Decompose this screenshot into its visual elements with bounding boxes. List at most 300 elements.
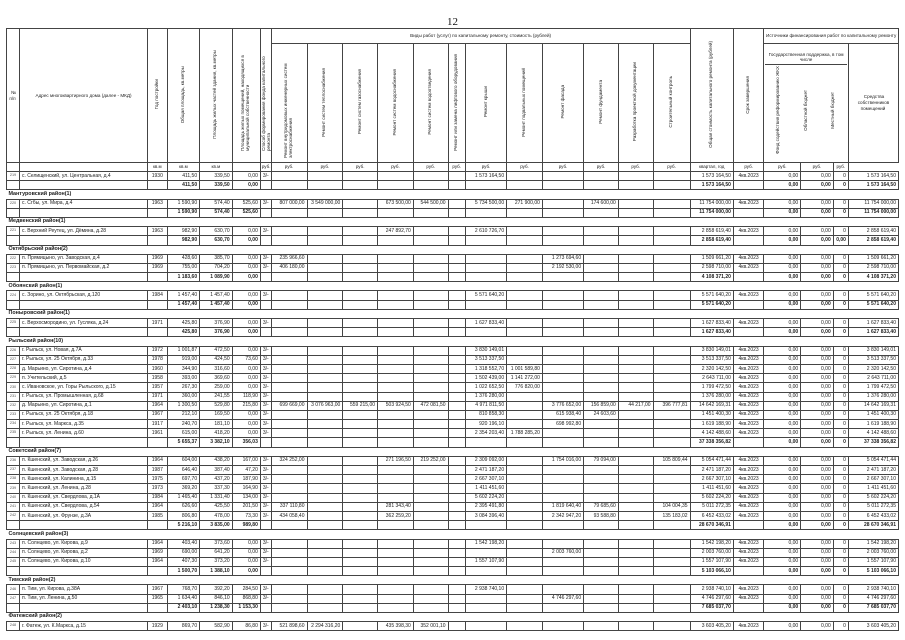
total-cost: 1 376 280,00: [690, 392, 733, 401]
table-row: [7, 383, 899, 392]
work-cost: 615 938,40: [542, 410, 583, 419]
district-row: [7, 576, 899, 585]
total-cost: 2 320 142,50: [690, 364, 733, 373]
work-cost: [618, 374, 653, 383]
regional: 0,00: [801, 364, 834, 373]
total-cost: 28 670 346,91: [690, 521, 733, 530]
method: 3/-: [260, 557, 271, 566]
premises-area: 369,60: [200, 374, 233, 383]
work-cost: 2 667 307,10: [465, 475, 506, 484]
table-row: [7, 364, 899, 373]
work-cost: [653, 383, 690, 392]
work-cost: [448, 456, 465, 465]
work-cost: [448, 392, 465, 401]
work-cost: [507, 557, 543, 566]
premises-area: 376,90: [200, 319, 233, 328]
col-local: Местный бюджет: [829, 91, 835, 129]
work-cost: [343, 383, 378, 392]
owners: 5 571 640,20: [848, 291, 898, 300]
method: 3/-: [260, 622, 271, 631]
work-cost: [307, 594, 343, 603]
work-cost: 24 603,60: [584, 410, 619, 419]
cell: [271, 567, 307, 576]
work-cost: [307, 410, 343, 419]
local: 0: [833, 319, 848, 328]
municipal-area: 868,80: [232, 594, 260, 603]
cell: [271, 181, 307, 190]
total-cost: 2 858 619,40: [690, 227, 733, 236]
owners: 5 011 272,35: [848, 502, 898, 511]
table-row: [7, 346, 899, 355]
deadline: 4кв.2023: [733, 594, 763, 603]
owners: 1 627 833,40: [848, 319, 898, 328]
total-area: 626,60: [167, 502, 200, 511]
local: 0: [833, 466, 848, 475]
municipal-area: 0,00: [232, 291, 260, 300]
total-area: 1 300,50: [167, 401, 200, 410]
work-cost: 1 022 652,50: [465, 383, 506, 392]
work-cost: [653, 484, 690, 493]
unit-cell: руб.: [343, 163, 378, 172]
total-cost: 2 938 740,10: [690, 585, 733, 594]
work-cost: [542, 227, 583, 236]
regional: 0,00: [801, 355, 834, 364]
funding-group-header: Источники финансирования работ по капитальному ремонту: [764, 29, 899, 44]
work-cost: [378, 585, 414, 594]
work-cost: [413, 319, 448, 328]
work-cost: [343, 374, 378, 383]
work-cost: 174 600,00: [584, 199, 619, 208]
col-work-11: Разработка проектной документации: [618, 44, 653, 163]
row-number: 236: [7, 456, 20, 465]
local: 0: [833, 539, 848, 548]
work-cost: [448, 346, 465, 355]
unit-cell: кв.м: [167, 163, 200, 172]
subtotal-row: [7, 438, 899, 447]
local: 0: [833, 254, 848, 263]
regional: 0,00: [801, 502, 834, 511]
cell: [584, 328, 619, 337]
work-cost: [343, 539, 378, 548]
owners: 2 471 187,20: [848, 466, 898, 475]
owners: 1 451 400,30: [848, 410, 898, 419]
table-row: [7, 429, 899, 438]
address: п. Учительский, д.5: [20, 374, 148, 383]
work-cost: [465, 254, 506, 263]
address: п. Прямицыно, ул. Заводская, д.4: [20, 254, 148, 263]
cell: [448, 521, 465, 530]
work-cost: [378, 484, 414, 493]
deadline: 4кв.2023: [733, 420, 763, 429]
total-area: 1 634,40: [167, 594, 200, 603]
work-cost: [448, 383, 465, 392]
regional: 0,00: [801, 392, 834, 401]
work-cost: [653, 374, 690, 383]
municipal-area: 0,00: [232, 429, 260, 438]
work-cost: 1 542 198,20: [465, 539, 506, 548]
unit-cell: руб.: [448, 163, 465, 172]
work-cost: [542, 585, 583, 594]
work-cost: [413, 466, 448, 475]
year-built: 1960: [148, 364, 168, 373]
work-cost: [378, 557, 414, 566]
district-row: [7, 337, 899, 346]
work-cost: [378, 392, 414, 401]
year-built: 1958: [148, 374, 168, 383]
method: 3/-: [260, 254, 271, 263]
row-number: 245: [7, 557, 20, 566]
work-cost: [413, 585, 448, 594]
deadline: 4кв.2023: [733, 475, 763, 484]
work-cost: 699 669,00: [271, 401, 307, 410]
total-area: 369,20: [167, 484, 200, 493]
table-header: [7, 29, 899, 172]
method: 3/-: [260, 355, 271, 364]
owners: 2 003 760,00: [848, 548, 898, 557]
work-cost: [618, 622, 653, 631]
fund: 0,00: [764, 622, 801, 631]
work-cost: [413, 594, 448, 603]
work-cost: [507, 548, 543, 557]
work-cost: [584, 374, 619, 383]
work-cost: [653, 466, 690, 475]
cell: [307, 273, 343, 282]
work-cost: [584, 364, 619, 373]
work-cost: [307, 227, 343, 236]
work-cost: [542, 429, 583, 438]
work-cost: [307, 291, 343, 300]
cell: [260, 567, 271, 576]
cell: [653, 521, 690, 530]
work-cost: [448, 172, 465, 181]
cell: [148, 236, 168, 245]
fund: 0,00: [764, 346, 801, 355]
table-row: [7, 319, 899, 328]
table-row: [7, 199, 899, 208]
method: 3/-: [260, 263, 271, 272]
cell: [20, 300, 148, 309]
row-number: 248: [7, 622, 20, 631]
work-cost: 435 398,30: [378, 622, 414, 631]
work-cost: [584, 355, 619, 364]
work-cost: [271, 539, 307, 548]
total-regional: 0,00: [801, 181, 834, 190]
cell: [271, 300, 307, 309]
cell: [7, 300, 20, 309]
work-cost: 362 259,20: [378, 511, 414, 520]
subtotal-row: [7, 273, 899, 282]
total-area: 1 001,87: [167, 346, 200, 355]
fund: 0,00: [764, 493, 801, 502]
work-cost: [542, 392, 583, 401]
work-cost: 1 754 016,00: [542, 456, 583, 465]
fund: 0,00: [764, 539, 801, 548]
work-cost: 559 215,00: [343, 401, 378, 410]
year-built: 1971: [148, 319, 168, 328]
method: 3/-: [260, 401, 271, 410]
cell: [148, 438, 168, 447]
local: 0: [833, 548, 848, 557]
premises-area: 373,60: [200, 539, 233, 548]
table-row: [7, 254, 899, 263]
total-cost: 37 338 356,82: [690, 438, 733, 447]
work-cost: [653, 346, 690, 355]
cell: [653, 603, 690, 612]
table-row: [7, 557, 899, 566]
total-area: 411,50: [167, 181, 200, 190]
local: 0: [833, 420, 848, 429]
work-cost: [378, 548, 414, 557]
municipal-area: 201,50: [232, 502, 260, 511]
unit-cell: руб.: [378, 163, 414, 172]
work-cost: [413, 392, 448, 401]
owners: 1 509 661,20: [848, 254, 898, 263]
work-cost: [307, 429, 343, 438]
regional: 0,00: [801, 199, 834, 208]
work-cost: [343, 319, 378, 328]
cell: [542, 438, 583, 447]
total-premises-area: 376,90: [200, 328, 233, 337]
work-cost: [448, 548, 465, 557]
year-built: 1964: [148, 401, 168, 410]
deadline: 4кв.2023: [733, 548, 763, 557]
work-cost: [653, 291, 690, 300]
regional: 0,00: [801, 493, 834, 502]
work-cost: [653, 355, 690, 364]
work-cost: [448, 227, 465, 236]
owners: 6 452 433,02: [848, 511, 898, 520]
owners: 3 513 337,50: [848, 355, 898, 364]
premises-area: 641,20: [200, 548, 233, 557]
total-regional: 0,00: [801, 521, 834, 530]
work-cost: [307, 319, 343, 328]
work-cost: [584, 263, 619, 272]
municipal-area: 0,00: [232, 227, 260, 236]
work-cost: [618, 383, 653, 392]
total-premises-area: 1 457,40: [200, 300, 233, 309]
row-number: 246: [7, 585, 20, 594]
cell: [618, 328, 653, 337]
work-cost: 156 859,00: [584, 401, 619, 410]
address: с. Зорино, ул. Октябрьская, д.120: [20, 291, 148, 300]
fund: 0,00: [764, 548, 801, 557]
work-cost: 79 685,60: [584, 502, 619, 511]
address: п. Кшенский, ул. Свердлова, д.1А: [20, 493, 148, 502]
deadline: 4кв.2023: [733, 456, 763, 465]
cell: [307, 603, 343, 612]
premises-area: 529,80: [200, 401, 233, 410]
work-cost: [271, 383, 307, 392]
method: 3/-: [260, 199, 271, 208]
total-cost: 1 451 400,30: [690, 410, 733, 419]
subtotal-row: [7, 208, 899, 217]
total-cost: 2 858 619,40: [690, 236, 733, 245]
method: 3/-: [260, 291, 271, 300]
work-cost: 5 571 640,20: [465, 291, 506, 300]
regional: 0,00: [801, 410, 834, 419]
work-cost: [618, 484, 653, 493]
table-row: [7, 493, 899, 502]
cell: [653, 236, 690, 245]
district-name: Мантуровский район(1): [7, 190, 899, 199]
address: с. Верхосмородино, ул. Гусляка, д.24: [20, 319, 148, 328]
address: г. Рыльск, ул. Ленина, д.60: [20, 429, 148, 438]
deadline: 4кв.2023: [733, 227, 763, 236]
cell: [542, 567, 583, 576]
owners: 2 938 740,10: [848, 585, 898, 594]
cell: [413, 521, 448, 530]
local: 0: [833, 346, 848, 355]
method: 3/-: [260, 227, 271, 236]
method: 3/-: [260, 484, 271, 493]
col-work-12: Строительный контроль: [653, 44, 690, 163]
total-cost: 11 754 000,00: [690, 208, 733, 217]
district-name: Тимский район(2): [7, 576, 899, 585]
total-cost: 5 011 272,35: [690, 502, 733, 511]
cell: [413, 328, 448, 337]
premises-area: 339,50: [200, 172, 233, 181]
table-row: [7, 355, 899, 364]
cell: [507, 181, 543, 190]
work-cost: [307, 475, 343, 484]
work-cost: [618, 585, 653, 594]
cell: [343, 273, 378, 282]
work-cost: [618, 429, 653, 438]
work-cost: [618, 456, 653, 465]
work-cost: [307, 585, 343, 594]
address: п. Прямицыно, ул. Первомайская, д.2: [20, 263, 148, 272]
total-local: 0: [833, 521, 848, 530]
total-owners: 5 103 066,10: [848, 567, 898, 576]
municipal-area: 134,00: [232, 493, 260, 502]
total-municipal-area: 1 153,30: [232, 603, 260, 612]
district-name: Обоянский район(1): [7, 282, 899, 291]
table-row: [7, 374, 899, 383]
method: 3/-: [260, 420, 271, 429]
deadline: 4кв.2023: [733, 502, 763, 511]
cell: [20, 438, 148, 447]
address: г. Рыльск, ул. Маркса, д.35: [20, 420, 148, 429]
total-premises-area: 574,40: [200, 208, 233, 217]
work-cost: [378, 383, 414, 392]
cell: [618, 521, 653, 530]
owners: 2 667 307,10: [848, 475, 898, 484]
method: 3/-: [260, 511, 271, 520]
row-number: 233: [7, 410, 20, 419]
cell: [507, 236, 543, 245]
row-number: 223: [7, 263, 20, 272]
work-cost: [448, 374, 465, 383]
total-owners: 28 670 346,91: [848, 521, 898, 530]
work-cost: [542, 364, 583, 373]
work-cost: [413, 511, 448, 520]
total-area: 5 216,10: [167, 521, 200, 530]
work-cost: [378, 254, 414, 263]
work-cost: [271, 355, 307, 364]
regional: 0,00: [801, 466, 834, 475]
work-cost: [343, 346, 378, 355]
fund: 0,00: [764, 429, 801, 438]
cell: [584, 567, 619, 576]
total-area: 1 500,70: [167, 567, 200, 576]
total-area: 982,90: [167, 236, 200, 245]
total-area: 411,50: [167, 172, 200, 181]
cell: [343, 603, 378, 612]
table-row: [7, 291, 899, 300]
total-local: 0: [833, 603, 848, 612]
work-cost: [307, 548, 343, 557]
cell: [378, 300, 414, 309]
work-cost: [271, 172, 307, 181]
total-cost: 5 602 224,20: [690, 493, 733, 502]
total-cost: 1 619 188,90: [690, 420, 733, 429]
work-cost: [618, 227, 653, 236]
total-regional: 0,00: [801, 273, 834, 282]
work-cost: [271, 493, 307, 502]
work-cost: 3 513 337,50: [465, 355, 506, 364]
work-cost: [542, 383, 583, 392]
total-owners: 1 627 833,40: [848, 328, 898, 337]
fund: 0,00: [764, 420, 801, 429]
row-number: 247: [7, 594, 20, 603]
local: 0: [833, 364, 848, 373]
address: п. Тим, ул. Кирова, д.38А: [20, 585, 148, 594]
total-area: 690,00: [167, 548, 200, 557]
cell: [733, 181, 763, 190]
work-cost: 337 110,80: [271, 502, 307, 511]
total-area: 212,10: [167, 410, 200, 419]
cell: [148, 521, 168, 530]
total-owners: 4 108 371,20: [848, 273, 898, 282]
total-area: 403,40: [167, 539, 200, 548]
owners: 5 602 224,20: [848, 493, 898, 502]
premises-area: 582,90: [200, 622, 233, 631]
premises-area: 472,50: [200, 346, 233, 355]
subtotal-row: [7, 603, 899, 612]
work-cost: [653, 420, 690, 429]
col-number: № п/п: [7, 29, 20, 163]
cell: [542, 603, 583, 612]
work-cost: 3 084 396,40: [465, 511, 506, 520]
cell: [271, 273, 307, 282]
fund: 0,00: [764, 401, 801, 410]
owners: 2 858 619,40: [848, 227, 898, 236]
table-row: [7, 466, 899, 475]
cell: [378, 603, 414, 612]
regional: 0,00: [801, 420, 834, 429]
col-owners: Средства собственников помещений: [848, 44, 898, 163]
work-cost: [618, 557, 653, 566]
work-cost: [584, 466, 619, 475]
total-cost: 2 643 711,00: [690, 374, 733, 383]
cell: [20, 181, 148, 190]
total-cost: 1 573 164,50: [690, 172, 733, 181]
work-cost: [542, 484, 583, 493]
local: 0: [833, 227, 848, 236]
total-owners: 2 858 619,40: [848, 236, 898, 245]
deadline: 4кв.2023: [733, 199, 763, 208]
district-row: [7, 309, 899, 318]
year-built: 1975: [148, 475, 168, 484]
owners: 11 754 000,00: [848, 199, 898, 208]
municipal-area: 73,60: [232, 355, 260, 364]
municipal-area: 0,00: [232, 420, 260, 429]
address: г. Рыльск, ул. 25 Октября, д.33: [20, 355, 148, 364]
regional: 0,00: [801, 557, 834, 566]
cell: [733, 328, 763, 337]
work-cost: 1 273 694,60: [542, 254, 583, 263]
total-area: 1 457,40: [167, 300, 200, 309]
